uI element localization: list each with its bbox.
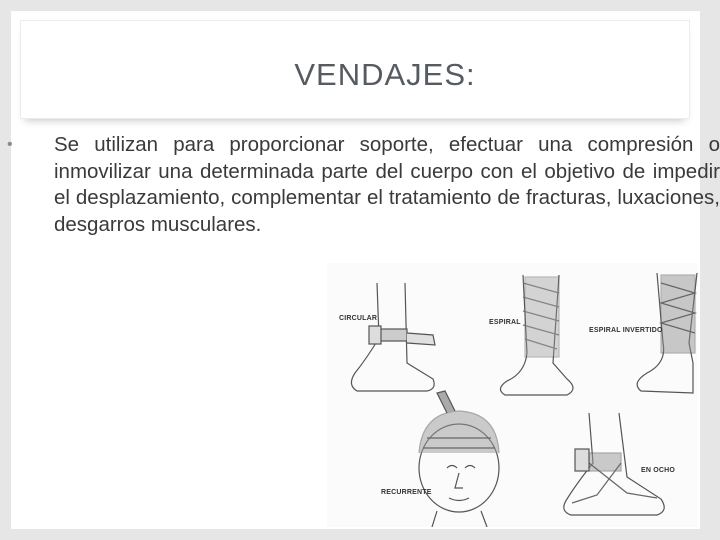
recurrente-bandage-drawing [419,391,499,527]
slide-content [7,11,720,529]
label-espiral-invertido: ESPIRAL INVERTIDO [589,327,663,334]
en-ocho-bandage-drawing [564,413,664,515]
label-recurrente: RECURRENTE [381,489,432,496]
slide-title: VENDAJES: [294,57,476,92]
espiral-bandage-drawing [500,275,573,395]
bandage-illustration [327,263,698,527]
circular-bandage-drawing [351,283,435,391]
bullet-dot-icon: • [7,136,13,153]
bullet-paragraph [7,132,720,238]
bullet-text: Se utilizan para proporcionar soporte, efectuar una compresión o inmovilizar una determinada parte del cuerpo con el objetivo de impedir el desplazamiento, complementar el tratamiento de fracturas, luxaciones, desgarros musculares. [54,133,720,236]
bandage-drawings [327,263,698,527]
label-en-ocho: EN OCHO [641,467,676,474]
label-circular: CIRCULAR [339,315,378,322]
label-espiral: ESPIRAL [489,319,521,326]
title-box [21,21,689,118]
